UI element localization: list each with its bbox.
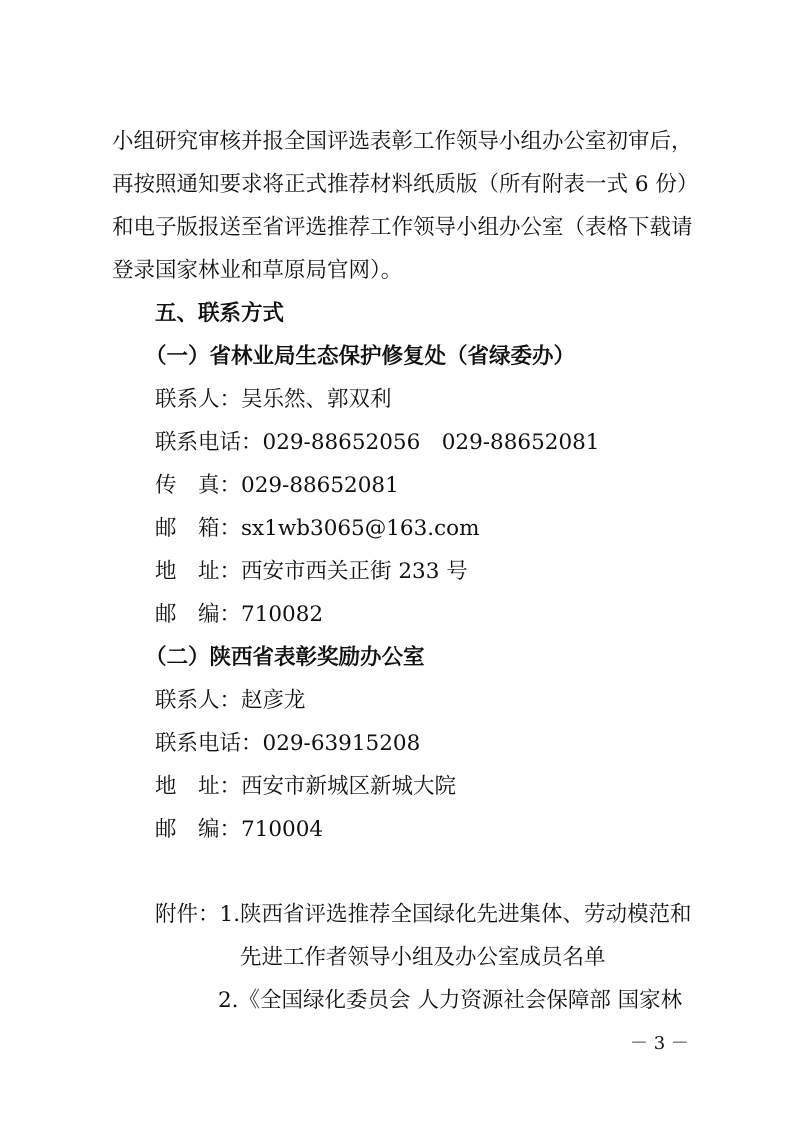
contact1-person-value: 吴乐然、郭双利 [241,387,392,412]
paragraph-line-1: 小组研究审核并报全国评选表彰工作领导小组办公室初审后， [112,129,693,154]
contact1-fax-value: 029-88652081 [241,473,399,498]
contact1-address [155,557,468,587]
contact2-address [155,772,456,802]
contact2-person-label: 联系人： [155,688,242,713]
contact1-person-label: 联系人： [155,387,242,412]
contact1-fax-label: 传 真： [155,473,242,498]
page-number: － 3 － [630,1033,689,1054]
contact2-postcode-value: 710004 [241,817,324,842]
attachment-item-1 [155,900,692,930]
attachment-item-1-line-1: 1.陕西省评选推荐全国绿化先进集体、劳动模范和 [219,902,692,927]
contact1-postcode [155,600,323,630]
contact1-email [155,514,479,544]
section-title: 五、联系方式 [155,301,285,326]
contact1-phone-label: 联系电话： [155,430,263,455]
contact1-postcode-value: 710082 [241,602,324,627]
contact2-phone-value: 029-63915208 [262,731,421,756]
contact1-email-label: 邮 箱： [155,516,242,541]
contact1-fax [155,471,399,501]
contact2-heading: （二）陕西省表彰奖励办公室 [145,645,425,670]
attachment-label: 附件： [155,902,220,927]
attachment-item-1-line-2: 先进工作者领导小组及办公室成员名单 [240,945,606,970]
attachment-item-2-line-1: 2.《全国绿化委员会 人力资源社会保障部 国家林 [218,988,683,1013]
contact1-address-label: 地 址： [155,559,242,584]
paragraph-line-3: 和电子版报送至省评选推荐工作领导小组办公室（表格下载请 [112,215,693,240]
contact1-person [155,385,392,415]
contact1-phone-value: 029-88652056 029-88652081 [262,430,600,455]
contact1-postcode-label: 邮 编： [155,602,242,627]
paragraph-line-2: 再按照通知要求将正式推荐材料纸质版（所有附表一式 6 份） [112,172,699,197]
contact2-address-value: 西安市新城区新城大院 [241,774,457,799]
contact2-phone-label: 联系电话： [155,731,263,756]
contact1-email-value: sx1wb3065@163.com [241,516,480,541]
contact2-postcode-label: 邮 编： [155,817,242,842]
contact1-address-value: 西安市西关正街 233 号 [241,559,468,584]
contact2-person [155,686,306,716]
contact1-phone [155,428,599,458]
contact2-postcode [155,815,323,845]
contact2-address-label: 地 址： [155,774,242,799]
contact1-heading: （一）省林业局生态保护修复处（省绿委办） [145,344,576,369]
paragraph-line-4: 登录国家林业和草原局官网）。 [112,258,403,283]
contact2-person-value: 赵彦龙 [241,688,306,713]
contact2-phone [155,729,420,759]
